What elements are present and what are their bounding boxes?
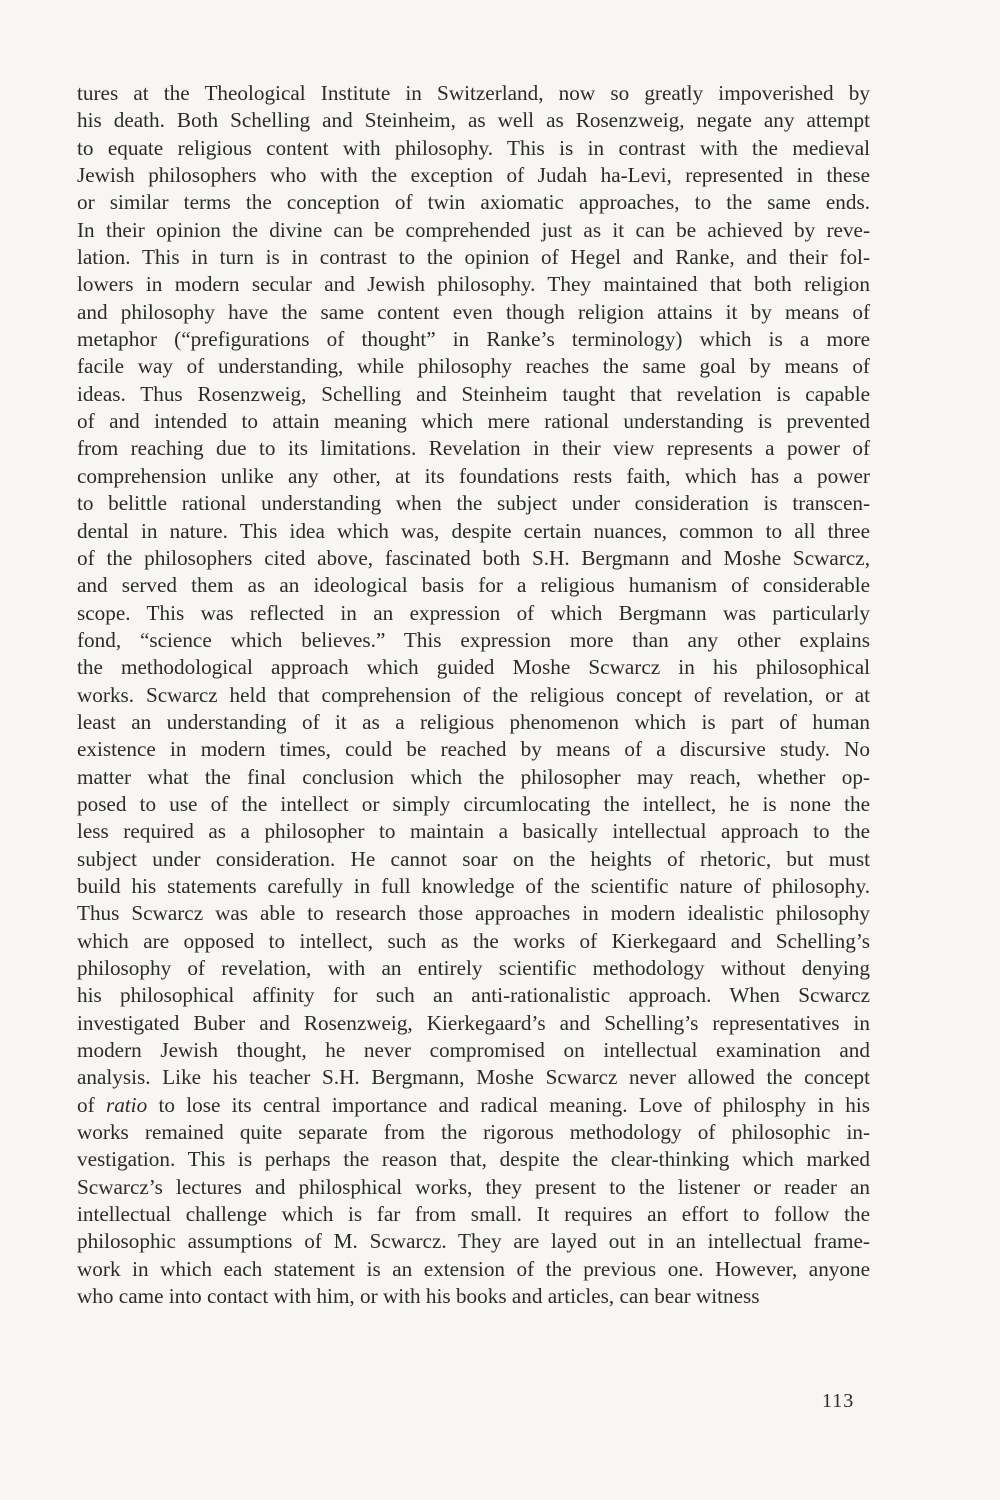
text-line: and philosophy have the same content even though religion attains it by means of — [77, 299, 870, 324]
text-line: vestigation. This is perhaps the reason that, despite the clear-thinking which marked — [77, 1147, 870, 1172]
text-line: Thus Scwarcz was able to research those approaches in modern idealistic philosophy — [77, 901, 870, 926]
text-line: to equate religious content with philosophy. This is in contrast with the medieval — [77, 135, 870, 160]
text-line: philosophy of revelation, with an entirely scientific methodology without denying — [77, 956, 870, 980]
text-line: matter what the final conclusion which the philosopher may reach, whether op- — [77, 764, 870, 789]
text-line: his death. Both Schelling and Steinheim, as well as Rosenzweig, negate any attempt — [77, 108, 870, 133]
text-line: works. Scwarcz held that comprehension of the religious concept of revelation, or at — [77, 682, 870, 707]
text-line: ideas. Thus Rosenzweig, Schelling and Steinheim taught that revelation is capable — [77, 381, 870, 406]
text-line: the methodological approach which guided Moshe Scwarcz in his philosophical — [77, 655, 870, 680]
text-line: his philosophical affinity for such an anti-rationalistic approach. When Scwarcz — [77, 983, 870, 1008]
text-line: fond, “science which believes.” This expression more than any other explains — [77, 627, 870, 652]
page-number: 113 — [822, 1390, 855, 1412]
text-line: tures at the Theological Institute in Switzerland, now so greatly impoverished by — [77, 81, 870, 105]
text-line: of ratio to lose its central importance and radical meaning. Love of philosphy in his — [77, 1092, 870, 1117]
text-line: subject under consideration. He cannot soar on the heights of rhetoric, but must — [77, 846, 870, 871]
text-line: and served them as an ideological basis for a religious humanism of considerable — [77, 573, 870, 598]
text-line: existence in modern times, could be reached by means of a discursive study. No — [77, 737, 870, 762]
text-line: Jewish philosophers who with the exception of Judah ha-Levi, represented in these — [77, 163, 870, 188]
text-line: lowers in modern secular and Jewish philosophy. They maintained that both religion — [77, 272, 870, 297]
text-line: facile way of understanding, while philosophy reaches the same goal by means of — [77, 354, 870, 379]
text-line: works remained quite separate from the rigorous methodology of philosophic in- — [77, 1120, 870, 1145]
text-line: who came into contact with him, or with his books and articles, can bear witness — [77, 1284, 760, 1309]
text-line: posed to use of the intellect or simply circumlocating the intellect, he is none the — [77, 791, 870, 816]
text-line: from reaching due to its limitations. Revelation in their view represents a power of — [77, 436, 870, 461]
text-line: dental in nature. This idea which was, despite certain nuances, common to all three — [77, 518, 870, 543]
text-line: investigated Buber and Rosenzweig, Kierkegaard’s and Schelling’s representatives in — [77, 1010, 870, 1035]
text-line: of the philosophers cited above, fascinated both S.H. Bergmann and Moshe Scwarcz, — [77, 545, 870, 570]
text-line: or similar terms the conception of twin axiomatic approaches, to the same ends. — [77, 190, 870, 215]
text-line: philosophic assumptions of M. Scwarcz. They are layed out in an intellectual frame- — [77, 1229, 870, 1254]
text-line: analysis. Like his teacher S.H. Bergmann, Moshe Scwarcz never allowed the concept — [77, 1065, 870, 1090]
text-line: least an understanding of it as a religious phenomenon which is part of human — [77, 709, 870, 734]
italic-word: ratio — [105, 1092, 148, 1117]
text-line: to belittle rational understanding when the subject under consideration is transcen- — [77, 491, 870, 516]
text-line: comprehension unlike any other, at its foundations rests faith, which has a power — [77, 463, 870, 488]
text-line: metaphor (“prefigurations of thought” in Ranke’s terminology) which is a more — [77, 327, 870, 352]
text-line: Scwarcz’s lectures and philosphical works, they present to the listener or reader an — [77, 1174, 870, 1199]
text-line: work in which each statement is an extension of the previous one. However, anyone — [77, 1256, 870, 1281]
text-line: intellectual challenge which is far from small. It requires an effort to follow the — [77, 1202, 870, 1227]
text-line: which are opposed to intellect, such as the works of Kierkegaard and Schelling’s — [77, 928, 870, 953]
text-line: scope. This was reflected in an expression of which Bergmann was particularly — [77, 600, 870, 625]
text-line: build his statements carefully in full knowledge of the scientific nature of philosophy. — [77, 873, 870, 898]
text-line: In their opinion the divine can be comprehended just as it can be achieved by reve- — [77, 217, 870, 242]
text-line: lation. This in turn is in contrast to the opinion of Hegel and Ranke, and their fol- — [77, 245, 870, 270]
text-line: less required as a philosopher to maintain a basically intellectual approach to the — [77, 819, 870, 844]
text-line: modern Jewish thought, he never compromised on intellectual examination and — [77, 1038, 870, 1063]
text-line: of and intended to attain meaning which mere rational understanding is prevented — [77, 409, 870, 434]
body-text — [77, 80, 870, 1310]
